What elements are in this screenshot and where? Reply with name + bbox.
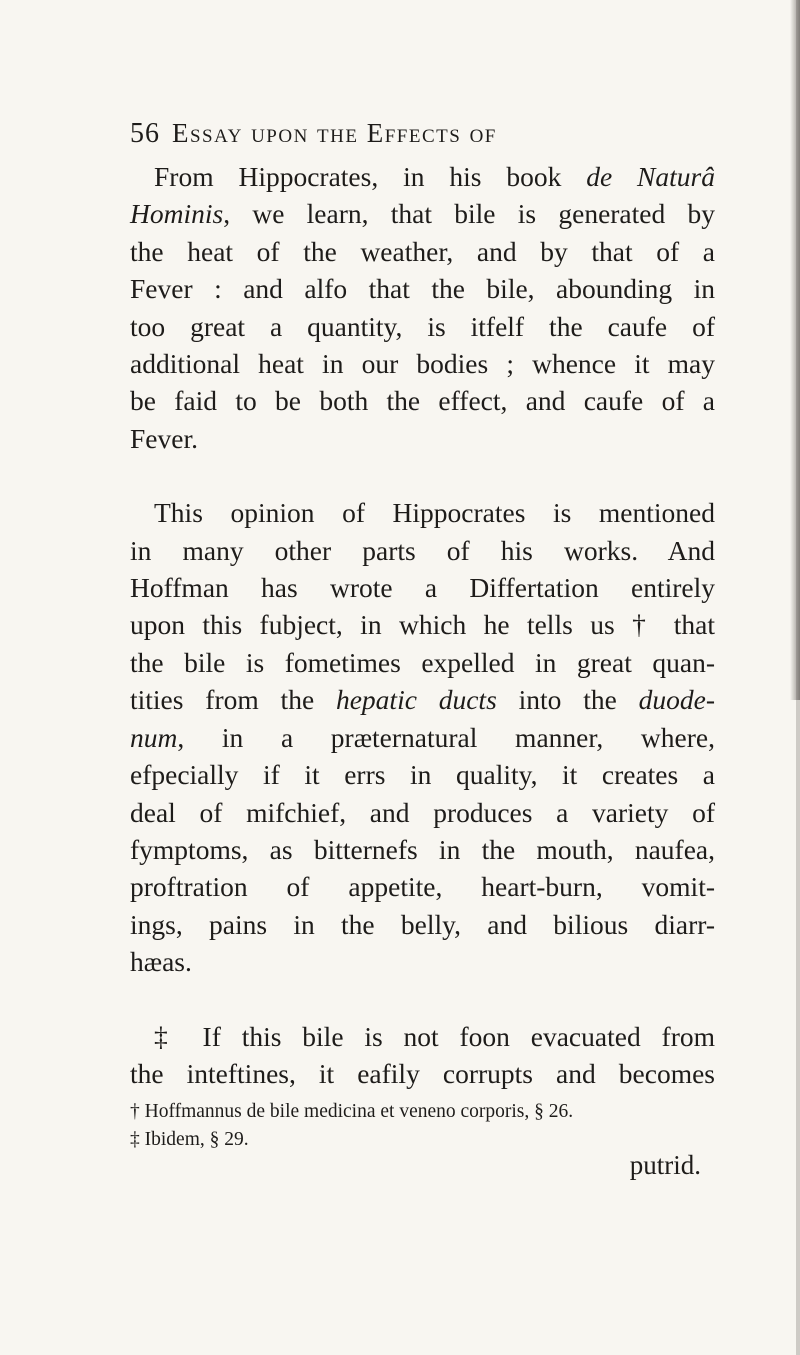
text-line: proftration of appetite, heart-burn, vomit- [130, 871, 715, 903]
text-line: Hoffman has wrote a Differtation entirely [130, 572, 715, 604]
text-line: the bile is fometimes expelled in great quan- [130, 646, 715, 678]
page-edge-line [796, 0, 800, 1355]
book-page [130, 118, 715, 1181]
text-line: the inteftines, it eafily corrupts and becomes [130, 1057, 715, 1089]
text-line: be faid to be both the effect, and caufe of a [130, 385, 715, 417]
page-header [130, 118, 715, 158]
italic-term: num [130, 721, 178, 753]
text-line: additional heat in our bodies ; whence it may [130, 348, 715, 380]
text-line [130, 719, 715, 756]
text-line: This opinion of Hippocrates is mentioned [154, 497, 715, 529]
text-span: into the [496, 684, 639, 716]
text-span: , in a præternatural manner, where, [177, 721, 715, 753]
paragraph-2 [130, 494, 715, 980]
paragraph-3 [130, 1018, 715, 1093]
italic-term: hepatic ducts [335, 684, 497, 716]
page-number: 56 [130, 118, 160, 149]
text-line: ‡ If this bile is not foon evacuated from [154, 1020, 715, 1052]
text-line: hæas. [130, 946, 192, 978]
footnote: ‡ Ibidem, § 29. [130, 1129, 249, 1151]
text-line: too great a quantity, is itfelf the caufe of [130, 310, 715, 342]
italic-title: Hominis [130, 198, 224, 230]
text-line: Fever : and alfo that the bile, abounding in [130, 273, 715, 305]
text-line: deal of mifchief, and produces a variety of [130, 796, 715, 828]
paragraph-1 [130, 158, 715, 457]
text-span: From Hippocrates, in his book [154, 161, 587, 192]
italic-term: duode- [638, 684, 715, 716]
text-line: the heat of the weather, and by that of a [130, 235, 715, 267]
text-line: Fever. [130, 422, 198, 454]
running-title: Essay upon the Effects of [172, 118, 497, 148]
text-line: fymptoms, as bitternefs in the mouth, naufea, [130, 833, 715, 865]
italic-title: de Naturâ [586, 161, 715, 192]
footnote: † Hoffmannus de bile medicina et veneno corporis, § 26. [130, 1101, 574, 1123]
catchword: putrid. [629, 1150, 701, 1181]
text-line [130, 158, 715, 195]
text-line [130, 195, 715, 232]
text-line [130, 681, 715, 718]
footnotes [130, 1098, 715, 1154]
text-line: ings, pains in the belly, and bilious diarr- [130, 908, 715, 940]
text-line: upon this fubject, in which he tells us † that [130, 609, 715, 641]
text-line: in many other parts of his works. And [130, 534, 715, 566]
text-span: tities from the [130, 684, 336, 716]
text-span: , we learn, that bile is generated by [223, 198, 715, 230]
text-line: efpecially if it errs in quality, it creates a [130, 759, 715, 791]
